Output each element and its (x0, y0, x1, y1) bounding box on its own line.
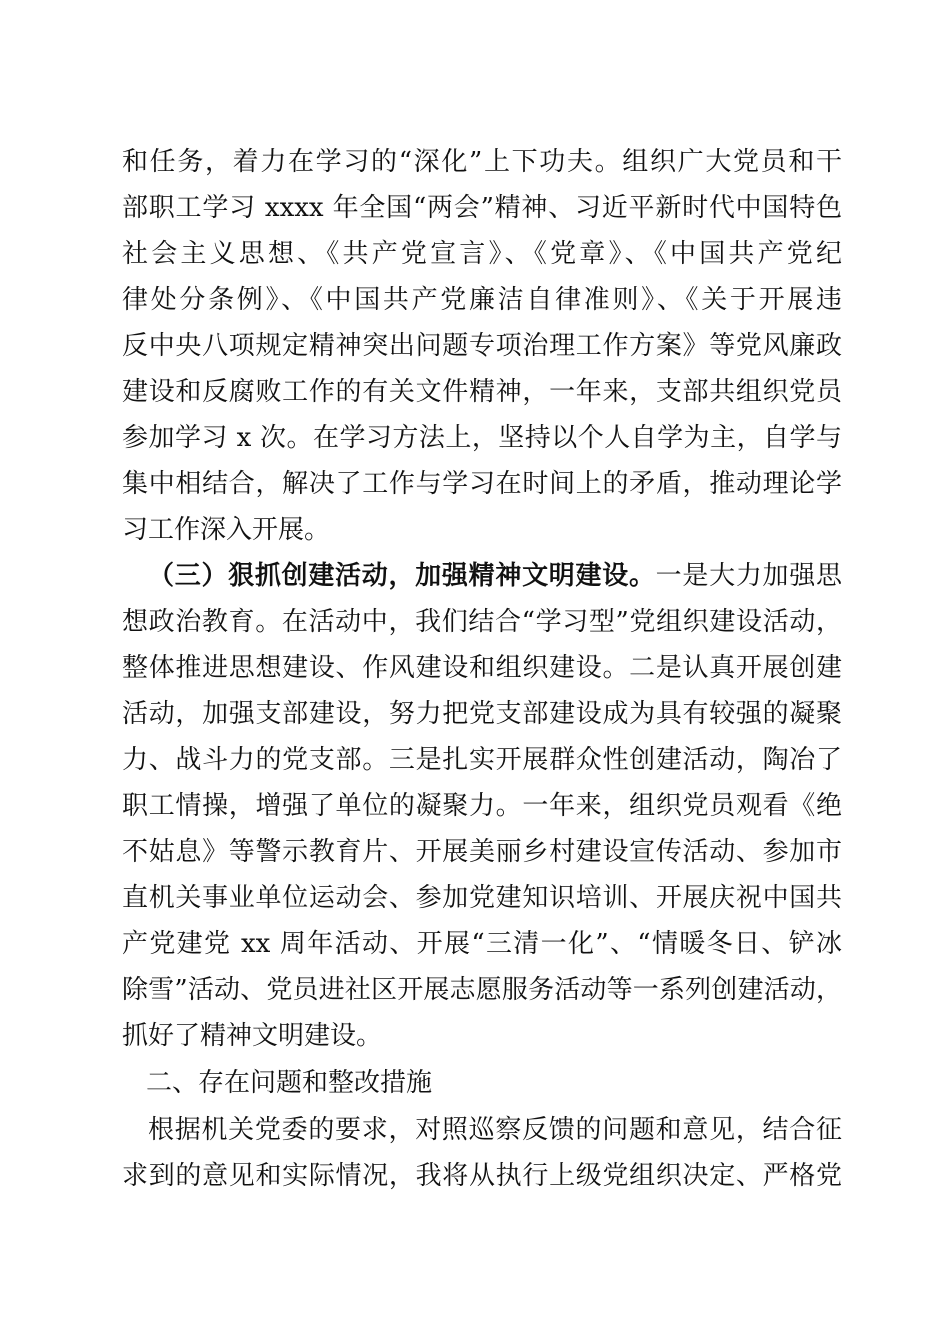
subsection-lead: （三）狠抓创建活动，加强精神文明建设。 (148, 561, 656, 591)
paragraph-line: 参加学习 x 次。在学习方法上，坚持以个人自学为主，自学与 (122, 423, 842, 453)
paragraph-line: 和任务，着力在学习的“深化”上下功夫。组织广大党员和干 (122, 147, 842, 177)
paragraph-line: 力、战斗力的党支部。三是扎实开展群众性创建活动，陶冶了 (122, 745, 842, 775)
paragraph-line: 反中央八项规定精神突出问题专项治理工作方案》等党风廉政 (122, 331, 842, 361)
paragraph-line: 建设和反腐败工作的有关文件精神，一年来，支部共组织党员 (122, 377, 842, 407)
paragraph-line: 想政治教育。在活动中，我们结合“学习型”党组织建设活动， (122, 607, 842, 637)
paragraph-line: 律处分条例》、《中国共产党廉洁自律准则》、《关于开展违 (122, 285, 842, 315)
paragraph-line: 活动，加强支部建设，努力把党支部建设成为具有较强的凝聚 (122, 699, 842, 729)
paragraph-line: 求到的意见和实际情况，我将从执行上级党组织决定、严格党 (122, 1161, 842, 1191)
paragraph-line: 集中相结合，解决了工作与学习在时间上的矛盾，推动理论学 (122, 469, 842, 499)
paragraph-line: 产党建党 xx 周年活动、开展“三清一化”、“情暖冬日、铲冰 (122, 929, 842, 959)
paragraph-line: 抓好了精神文明建设。 (122, 1021, 383, 1051)
paragraph-line: 部职工学习 xxxx 年全国“两会”精神、习近平新时代中国特色 (122, 193, 842, 223)
paragraph-line: 社会主义思想、《共产党宣言》、《党章》、《中国共产党纪 (122, 239, 842, 269)
paragraph-line-with-lead (148, 553, 842, 599)
paragraph-line: 整体推进思想建设、作风建设和组织建设。二是认真开展创建 (122, 653, 842, 683)
paragraph-line: 直机关事业单位运动会、参加党建知识培训、开展庆祝中国共 (122, 883, 842, 913)
lead-line-rest: 一是大力加强思 (655, 561, 842, 591)
paragraph-line: 除雪”活动、党员进社区开展志愿服务活动等一系列创建活动， (122, 975, 842, 1005)
paragraph-line: 习工作深入开展。 (122, 515, 331, 545)
paragraph-line: 不姑息》等警示教育片、开展美丽乡村建设宣传活动、参加市 (122, 837, 842, 867)
paragraph-line: 根据机关党委的要求，对照巡察反馈的问题和意见，结合征 (148, 1115, 842, 1145)
paragraph-line: 职工情操，增强了单位的凝聚力。一年来，组织党员观看《绝 (122, 791, 842, 821)
section-heading: 二、存在问题和整改措施 (146, 1068, 433, 1098)
